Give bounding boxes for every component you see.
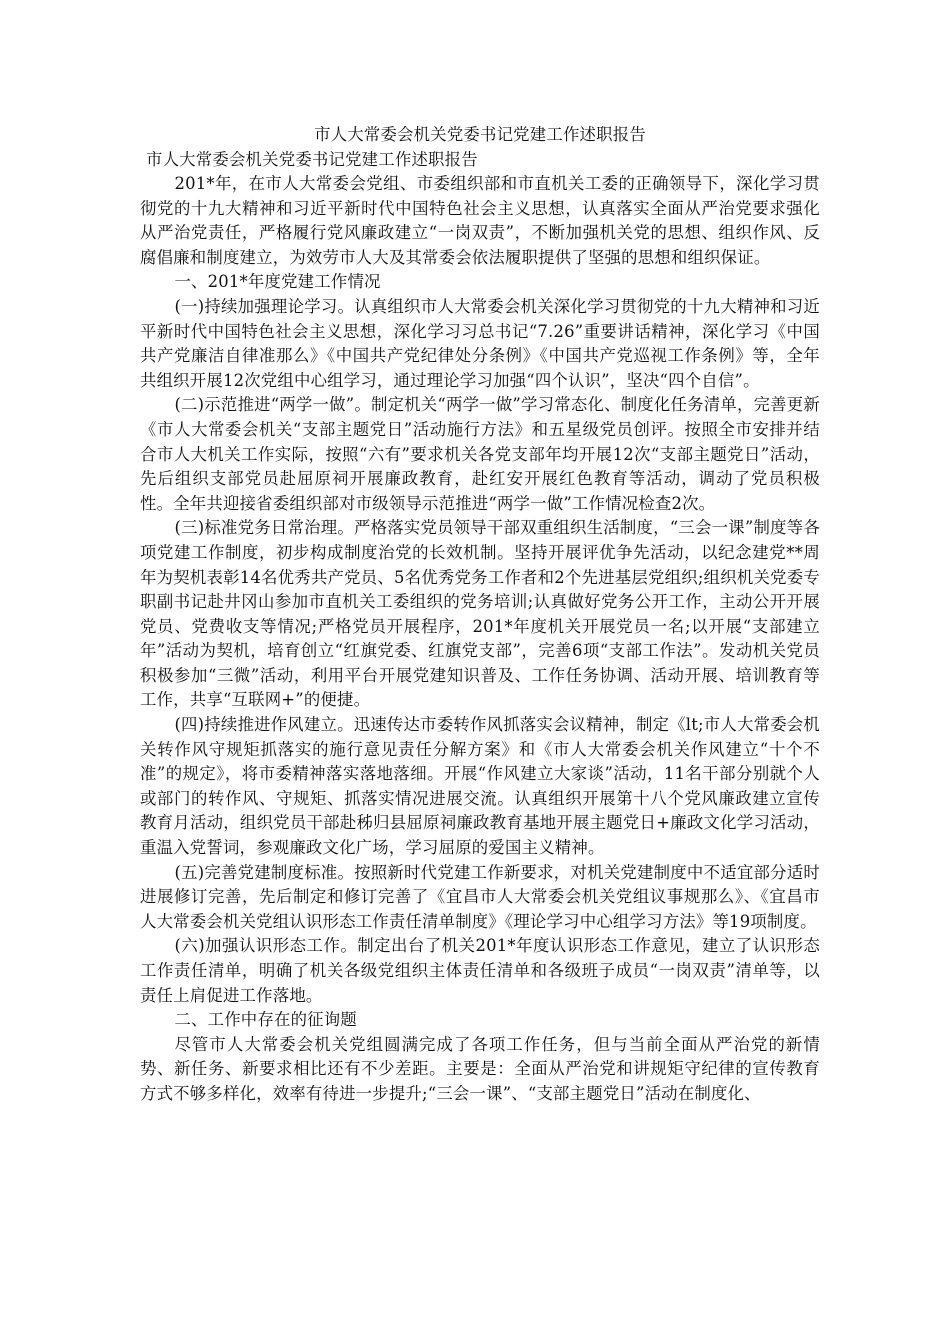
document-body	[140, 122, 820, 1107]
section-heading-2: 二、工作中存在的征询题	[174, 1010, 357, 1030]
section-heading-1: 一、201*年度党建工作情况	[174, 272, 381, 292]
item-paragraph-5: (五)完善党建制度标准。按照新时代党建工作新要求，对机关党建制度中不适宜部分适时进展修订完善，先后制定和修订完善了《宜昌市人大常委会机关党组议事规那么》、《宜昌市人大常委会机关党组认识形态工作责任清单制度》《理论学习中心组学习方法》等19项制度。	[140, 862, 820, 931]
item-paragraph-2: (二)示范推进“两学一做”。制定机关“两学一做”学习常态化、制度化任务清单，完善更新《市人大常委会机关“支部主题党日”活动施行方法》和五星级党员创评。按照全市安排并结合市人大机关工作实际，按照“六有”要求机关各党支部年均开展12次“支部主题党日”活动，先后组织支部党员赴屈原祠开展廉政教育，赴红安开展红色教育等活动，调动了党员积极性。全年共迎接省委组织部对市级领导示范推进“两学一做”工作情况检查2次。	[140, 395, 820, 513]
document-subtitle: 市人大常委会机关党委书记党建工作述职报告	[146, 150, 478, 169]
item-paragraph-6: (六)加强认识形态工作。制定出台了机关201*年度认识形态工作意见，建立了认识形态工作责任清单，明确了机关各级党组织主体责任清单和各级班子成员“一岗双责”清单等，以责任上肩促进工作落地。	[140, 936, 820, 1005]
problems-paragraph: 尽管市人大常委会机关党组圆满完成了各项工作任务，但与当前全面从严治党的新情势、新任务、新要求相比还有不少差距。主要是：全面从严治党和讲规矩守纪律的宣传教育方式不够多样化，效率有待进一步提升;“三会一课”、“支部主题党日”活动在制度化、	[140, 1034, 820, 1103]
item-paragraph-3: (三)标准党务日常治理。严格落实党员领导干部双重组织生活制度，“三会一课”制度等各项党建工作制度，初步构成制度治党的长效机制。坚持开展评优争先活动，以纪念建党**周年为契机表彰14名优秀共产党员、5名优秀党务工作者和2个先进基层党组织;组织机关党委专职副书记赴井冈山参加市直机关工委组织的党务培训;认真做好党务公开工作，主动公开开展党员、党费收支等情况;严格党员开展程序，201*年度机关开展党员一名;以开展“支部建立年”活动为契机，培育创立“红旗党委、红旗党支部”，完善6项“支部工作法”。发动机关党员积极参加“三微”活动，利用平台开展党建知识普及、工作任务协调、活动开展、培训教育等工作，共享“互联网+”的便捷。	[140, 518, 820, 710]
document-title: 市人大常委会机关党委书记党建工作述职报告	[314, 125, 646, 144]
item-paragraph-4: (四)持续推进作风建立。迅速传达市委转作风抓落实会议精神，制定《lt;市人大常委会机关转作风守规矩抓落实的施行意见责任分解方案》和《市人大常委会机关作风建立“十个不准”的规定》，将市委精神落实落地落细。开展“作风建立大家谈”活动，11名干部分别就个人或部门的转作风、守规矩、抓落实情况进展交流。认真组织开展第十八个党风廉政建立宣传教育月活动，组织党员干部赴秭归县屈原祠廉政教育基地开展主题党日+廉政文化学习活动，重温入党誓词，参观廉政文化广场，学习屈原的爱国主义精神。	[140, 715, 820, 858]
item-paragraph-1: (一)持续加强理论学习。认真组织市人大常委会机关深化学习贯彻党的十九大精神和习近平新时代中国特色社会主义思想，深化学习习总书记“7.26”重要讲话精神，深化学习《中国共产党廉洁自律准那么》《中国共产党纪律处分条例》《中国共产党巡视工作条例》等，全年共组织开展12次党组中心组学习，通过理论学习加强“四个认识”，坚决“四个自信”。	[140, 296, 820, 390]
intro-paragraph: 201*年，在市人大常委会党组、市委组织部和市直机关工委的正确领导下，深化学习贯彻党的十九大精神和习近平新时代中国特色社会主义思想，认真落实全面从严治党要求强化从严治党责任，严格履行党风廉政建立“一岗双责”，不断加强机关党的思想、组织作风、反腐倡廉和制度建立，为效劳市人大及其常委会依法履职提供了坚强的思想和组织保证。	[140, 174, 820, 267]
